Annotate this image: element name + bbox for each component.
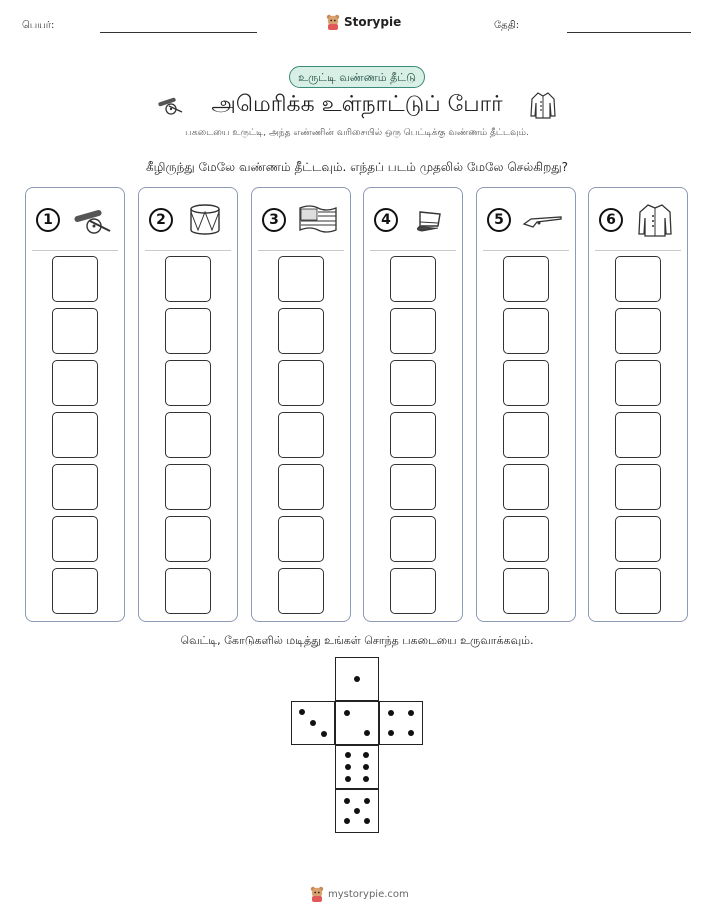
- color-box[interactable]: [390, 412, 436, 458]
- color-box[interactable]: [278, 308, 324, 354]
- column-number: 2: [149, 208, 173, 232]
- die-pip: [363, 764, 369, 770]
- kepi-cap-icon: [408, 202, 452, 238]
- die-pip: [345, 764, 351, 770]
- column-divider: [370, 250, 456, 251]
- color-box[interactable]: [52, 360, 98, 406]
- color-box[interactable]: [503, 256, 549, 302]
- die-pip: [321, 731, 327, 737]
- color-box[interactable]: [278, 464, 324, 510]
- die-face-4: [379, 701, 423, 745]
- die-instruction: வெட்டி, கோடுகளில் மடித்து உங்கள் சொந்த பகடையை உருவாக்கவும்.: [180, 634, 534, 647]
- color-box[interactable]: [52, 464, 98, 510]
- die-face-1: [335, 657, 379, 701]
- drum-icon: [183, 202, 227, 238]
- die-face-5: [335, 789, 379, 833]
- column-number: 3: [262, 208, 286, 232]
- name-label: பெயர்:: [22, 20, 55, 31]
- die-pip: [344, 818, 350, 824]
- color-box[interactable]: [503, 568, 549, 614]
- color-box[interactable]: [52, 568, 98, 614]
- die-pip: [408, 710, 414, 716]
- column-header: [589, 194, 687, 244]
- color-box[interactable]: [390, 568, 436, 614]
- color-box[interactable]: [278, 568, 324, 614]
- flag-icon: [296, 202, 340, 238]
- color-box[interactable]: [390, 516, 436, 562]
- color-box[interactable]: [165, 412, 211, 458]
- color-box[interactable]: [52, 308, 98, 354]
- die-pip: [344, 798, 350, 804]
- column-2: [138, 187, 238, 622]
- column-divider: [145, 250, 231, 251]
- column-divider: [258, 250, 344, 251]
- color-box[interactable]: [503, 360, 549, 406]
- column-3: [251, 187, 351, 622]
- color-box[interactable]: [503, 412, 549, 458]
- page-subtitle: பகடையை உருட்டி, அந்த எண்ணின் வரிசையில் ஒரு பெட்டிக்கு வண்ணம் தீட்டவும்.: [185, 128, 529, 138]
- die-pip: [310, 720, 316, 726]
- footer-url: mystorypie.com: [328, 888, 409, 900]
- die-pip: [364, 730, 370, 736]
- color-box[interactable]: [615, 412, 661, 458]
- color-box[interactable]: [615, 568, 661, 614]
- brand-logo: [326, 14, 401, 30]
- question-text: கீழிருந்து மேலே வண்ணம் தீட்டவும். எந்தப் படம் முதலில் மேலே செல்கிறது?: [145, 160, 569, 174]
- column-1: [25, 187, 125, 622]
- color-box[interactable]: [52, 256, 98, 302]
- activity-tag: உருட்டி வண்ணம் தீட்டு: [289, 66, 425, 88]
- die-pip: [299, 709, 305, 715]
- date-line[interactable]: [567, 32, 691, 33]
- color-box[interactable]: [165, 516, 211, 562]
- die-pip: [345, 752, 351, 758]
- color-box[interactable]: [165, 464, 211, 510]
- die-face-3: [291, 701, 335, 745]
- brand-name: Storypie: [344, 15, 402, 29]
- die-pip: [408, 730, 414, 736]
- die-pip: [363, 776, 369, 782]
- color-box[interactable]: [278, 256, 324, 302]
- column-number: 6: [599, 208, 623, 232]
- color-box[interactable]: [165, 256, 211, 302]
- color-box[interactable]: [390, 308, 436, 354]
- column-header: [26, 194, 124, 244]
- date-label: தேதி:: [494, 20, 520, 31]
- color-box[interactable]: [615, 256, 661, 302]
- color-box[interactable]: [390, 360, 436, 406]
- die-face-2: [335, 701, 379, 745]
- column-number: 1: [36, 208, 60, 232]
- die-pip: [344, 710, 350, 716]
- color-box[interactable]: [503, 464, 549, 510]
- color-box[interactable]: [390, 256, 436, 302]
- color-box[interactable]: [615, 516, 661, 562]
- die-pip: [388, 730, 394, 736]
- column-number: 5: [487, 208, 511, 232]
- column-header: [252, 194, 350, 244]
- color-box[interactable]: [52, 412, 98, 458]
- color-box[interactable]: [615, 464, 661, 510]
- column-4: [363, 187, 463, 622]
- footer: [310, 886, 409, 902]
- column-5: [476, 187, 576, 622]
- uniform-coat-icon: [528, 90, 558, 120]
- bear-icon: [310, 886, 324, 902]
- die-pip: [354, 676, 360, 682]
- die-pip: [363, 752, 369, 758]
- color-box[interactable]: [390, 464, 436, 510]
- bear-icon: [326, 14, 340, 30]
- column-number: 4: [374, 208, 398, 232]
- column-header: [139, 194, 237, 244]
- color-box[interactable]: [165, 360, 211, 406]
- color-box[interactable]: [165, 568, 211, 614]
- die-face-6: [335, 745, 379, 789]
- die-pip: [388, 710, 394, 716]
- color-box[interactable]: [278, 516, 324, 562]
- cannon-icon: [70, 202, 114, 238]
- column-divider: [483, 250, 569, 251]
- color-box[interactable]: [278, 360, 324, 406]
- color-box[interactable]: [503, 516, 549, 562]
- color-box[interactable]: [615, 308, 661, 354]
- color-box[interactable]: [165, 308, 211, 354]
- rifle-icon: [521, 202, 565, 238]
- die-pip: [345, 776, 351, 782]
- color-box[interactable]: [503, 308, 549, 354]
- color-box[interactable]: [52, 516, 98, 562]
- column-divider: [595, 250, 681, 251]
- column-divider: [32, 250, 118, 251]
- die-pip: [354, 808, 360, 814]
- die-pip: [364, 818, 370, 824]
- column-header: [364, 194, 462, 244]
- page-title: அமெரிக்க உள்நாட்டுப் போர்: [211, 92, 503, 117]
- column-6: [588, 187, 688, 622]
- uniform-coat-icon: [633, 202, 677, 238]
- name-line[interactable]: [100, 32, 257, 33]
- column-header: [477, 194, 575, 244]
- die-pip: [364, 798, 370, 804]
- color-box[interactable]: [278, 412, 324, 458]
- color-box[interactable]: [615, 360, 661, 406]
